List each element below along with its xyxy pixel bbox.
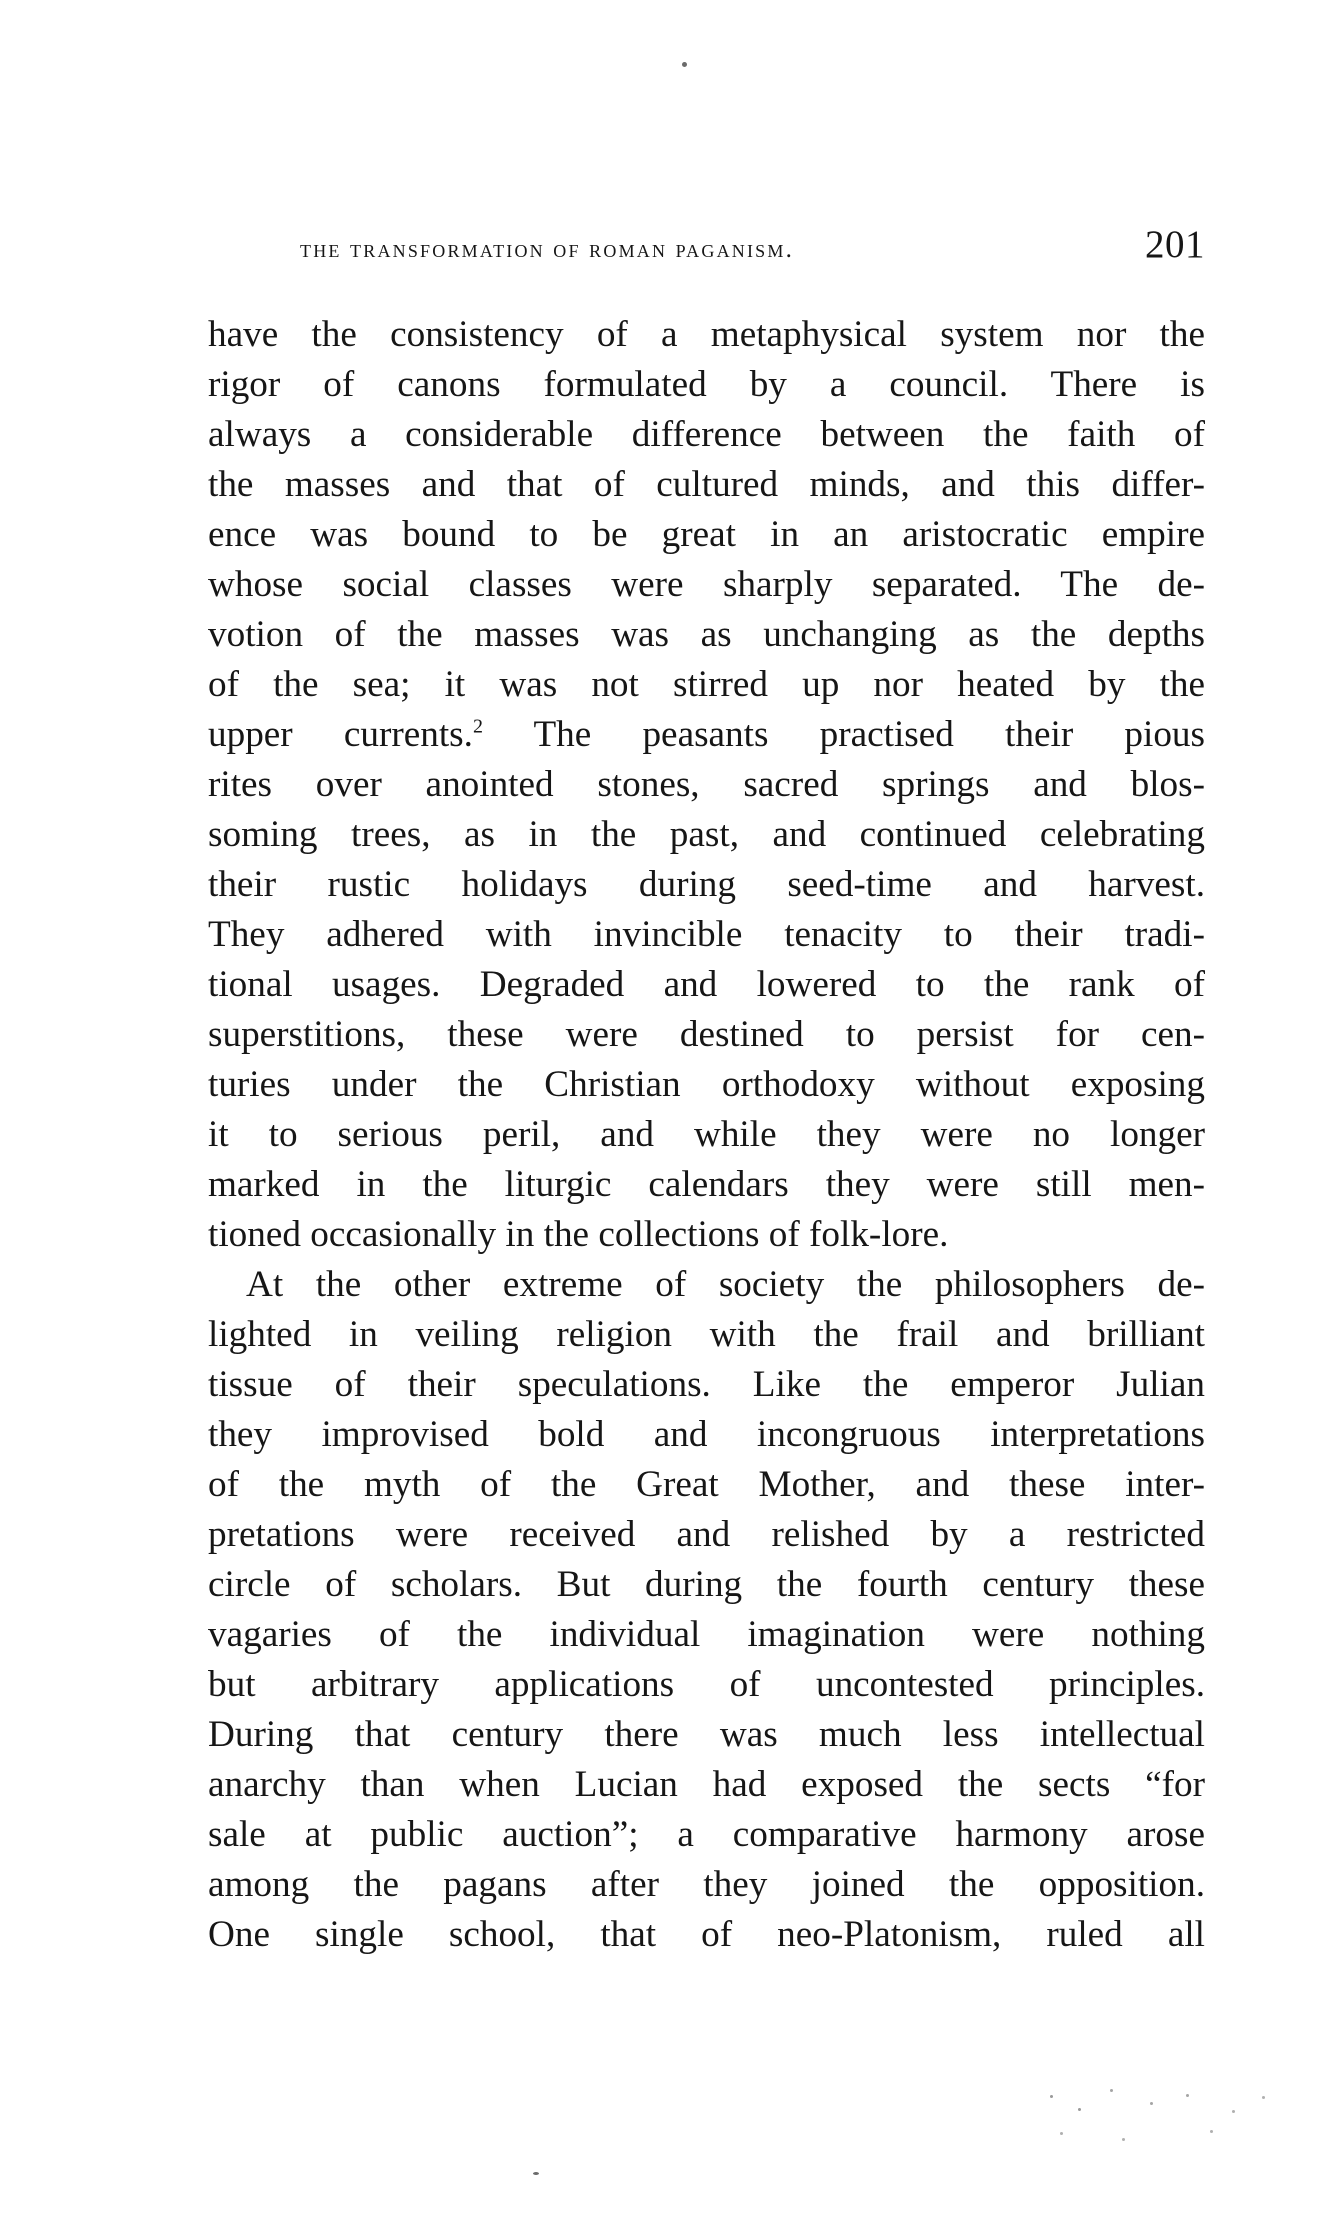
text-line: pretations were received and relished by a restricted (208, 1514, 1205, 1555)
text-line: among the pagans after they joined the opposition. (208, 1864, 1205, 1905)
text-line: always a considerable difference between the faith of (208, 414, 1205, 455)
text-line: During that century there was much less intellectual (208, 1714, 1205, 1755)
text-line: rigor of canons formulated by a council. There is (208, 364, 1205, 405)
scan-speck (1186, 2094, 1189, 2097)
text-line: anarchy than when Lucian had exposed the sects “for (208, 1764, 1205, 1805)
text-line: but arbitrary applications of uncontested principles. (208, 1664, 1205, 1705)
scan-speck (1060, 2132, 1063, 2135)
text-line: votion of the masses was as unchanging as the depths (208, 614, 1205, 655)
text-line-with-footnote (208, 710, 1205, 760)
text-line: sale at public auction”; a comparative harmony arose (208, 1814, 1205, 1855)
text-line: superstitions, these were destined to persist for cen- (208, 1014, 1205, 1055)
page-number: 201 (1145, 223, 1205, 266)
footnote-reference: 2 (472, 715, 483, 738)
text-line: tioned occasionally in the collections of folk-lore. (208, 1214, 949, 1255)
scan-speck (1122, 2138, 1125, 2141)
text-line: ence was bound to be great in an aristocratic empire (208, 514, 1205, 555)
text-line: marked in the liturgic calendars they were still men- (208, 1164, 1205, 1205)
scan-speck (1050, 2095, 1053, 2098)
scan-speck (1210, 2130, 1213, 2133)
text-line: lighted in veiling religion with the frail and brilliant (208, 1314, 1205, 1355)
scan-speck (682, 62, 687, 67)
text-line: turies under the Christian orthodoxy without exposing (208, 1064, 1205, 1105)
text-line: They adhered with invincible tenacity to their tradi- (208, 914, 1205, 955)
running-head (300, 222, 1205, 272)
text-line: circle of scholars. But during the fourth century these (208, 1564, 1205, 1605)
text-segment: upper currents. (208, 714, 473, 755)
scan-speck (1262, 2096, 1265, 2099)
text-line: have the consistency of a metaphysical system nor the (208, 314, 1205, 355)
text-line: One single school, that of neo-Platonism, ruled all (208, 1914, 1205, 1955)
text-line: it to serious peril, and while they were no longer (208, 1114, 1205, 1155)
scan-speck (533, 2172, 539, 2175)
text-line: tissue of their speculations. Like the emperor Julian (208, 1364, 1205, 1405)
running-title: the transformation of roman paganism. (300, 236, 795, 263)
text-line: their rustic holidays during seed-time and harvest. (208, 864, 1205, 905)
scan-speck (1078, 2108, 1081, 2111)
text-line: they improvised bold and incongruous interpretations (208, 1414, 1205, 1455)
text-line: whose social classes were sharply separated. The de- (208, 564, 1205, 605)
paragraph-1 (208, 310, 1205, 1260)
body-text (208, 310, 1205, 1960)
scan-speck (1232, 2110, 1235, 2113)
text-line: vagaries of the individual imagination were nothing (208, 1614, 1205, 1655)
text-line: of the sea; it was not stirred up nor heated by the (208, 664, 1205, 705)
text-line: tional usages. Degraded and lowered to the rank of (208, 964, 1205, 1005)
scan-speck (1150, 2102, 1153, 2105)
text-line: the masses and that of cultured minds, and this differ- (208, 464, 1205, 505)
scan-speck (1110, 2089, 1113, 2092)
text-line: At the other extreme of society the philosophers de- (246, 1264, 1205, 1305)
text-segment: The peasants practised their pious (482, 714, 1205, 755)
text-line: of the myth of the Great Mother, and these inter- (208, 1464, 1205, 1505)
paragraph-2 (208, 1260, 1205, 1960)
text-line: rites over anointed stones, sacred springs and blos- (208, 764, 1205, 805)
text-line: soming trees, as in the past, and continued celebrating (208, 814, 1205, 855)
